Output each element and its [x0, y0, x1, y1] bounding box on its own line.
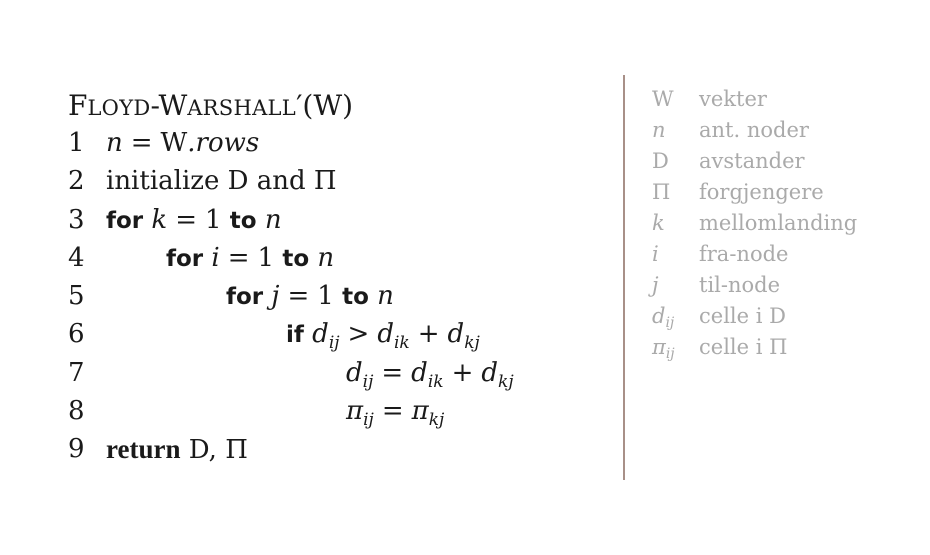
line-code: [106, 201, 282, 240]
var-d: d: [346, 357, 363, 388]
subscript-ij: ij: [362, 371, 374, 392]
line-number: 5: [68, 281, 85, 312]
legend-symbol-sub: ij: [665, 346, 675, 362]
op-eq: =: [381, 396, 404, 427]
op-eq: =: [287, 281, 310, 312]
var-n: n: [377, 281, 394, 312]
title-part: ′(W): [296, 89, 354, 122]
legend: [652, 84, 912, 363]
subscript-kj: kj: [464, 333, 480, 354]
subscript-ij: ij: [328, 333, 340, 354]
subscript-ij: ij: [363, 410, 374, 431]
line-code: initialize D and Π: [106, 166, 337, 197]
subscript-ik: ik: [427, 371, 444, 392]
legend-row-piij: [652, 332, 912, 363]
title-part: F: [68, 89, 88, 122]
legend-symbol-base: d: [652, 304, 666, 328]
var-pi: π: [346, 396, 364, 427]
legend-symbol: [652, 332, 696, 363]
legend-row-k: [652, 208, 912, 239]
op-gt: >: [347, 319, 370, 350]
keyword-to: to: [229, 207, 257, 234]
legend-description: avstander: [699, 149, 805, 173]
legend-description: ant. noder: [699, 118, 809, 142]
op-plus: +: [451, 357, 474, 388]
num-one: 1: [317, 281, 334, 312]
line-number: 7: [68, 357, 85, 388]
line-number: 3: [68, 204, 85, 235]
legend-symbol-sub: ij: [665, 315, 675, 331]
subscript-kj: kj: [428, 410, 445, 431]
title-part: ARSHALL: [187, 96, 297, 120]
legend-description: til-node: [699, 273, 781, 297]
var-n: n: [106, 128, 123, 158]
line-number: 9: [68, 434, 85, 465]
code-line-5: [68, 277, 608, 315]
line-code: [346, 354, 514, 392]
legend-row-j: [652, 270, 912, 301]
line-number: 2: [68, 166, 85, 197]
keyword-return: return: [106, 434, 181, 465]
subscript-kj: kj: [498, 371, 514, 392]
code-line-4: [68, 239, 608, 277]
keyword-to: to: [282, 245, 310, 272]
title-part: -: [150, 89, 159, 122]
var-w: W: [160, 128, 188, 158]
var-n: n: [264, 204, 282, 235]
op-plus: +: [417, 319, 440, 350]
line-number: 6: [68, 319, 85, 350]
legend-symbol: Π: [652, 180, 671, 204]
code-line-2: [68, 162, 608, 200]
var-d: d: [377, 319, 394, 350]
legend-symbol: j: [652, 273, 659, 297]
legend-symbol-base: π: [652, 335, 666, 359]
var-k: k: [151, 204, 168, 235]
op-eq: =: [227, 242, 250, 273]
legend-row-pi-upper: [652, 177, 912, 208]
var-d: d: [447, 319, 465, 350]
var-d: d: [481, 357, 499, 388]
legend-description: mellomlanding: [699, 211, 858, 235]
legend-row-n: [652, 115, 912, 146]
op-eq: =: [381, 357, 404, 388]
code-line-3: [68, 201, 608, 239]
var-i: i: [211, 242, 220, 273]
code-line-1: [68, 124, 608, 162]
legend-symbol: n: [652, 118, 666, 142]
code-line-7: [68, 354, 608, 392]
keyword-to: to: [342, 284, 369, 311]
legend-description: celle i D: [699, 304, 786, 328]
legend-symbol: W: [652, 87, 674, 111]
keyword-if: if: [286, 322, 304, 349]
num-one: 1: [204, 204, 222, 235]
line-code: [106, 430, 248, 469]
legend-description: celle i Π: [699, 335, 788, 359]
num-one: 1: [257, 242, 275, 273]
legend-description: vekter: [699, 87, 767, 111]
legend-symbol: [652, 301, 696, 332]
legend-description: fra-node: [699, 242, 789, 266]
legend-row-i: [652, 239, 912, 270]
line-code: [346, 392, 444, 430]
var-d: d: [312, 319, 329, 350]
code-line-6: [68, 315, 608, 353]
var-d: d: [411, 357, 428, 388]
vertical-divider: [623, 75, 625, 480]
line-code: [166, 239, 334, 278]
algorithm-title: [68, 88, 608, 124]
legend-symbol: D: [652, 149, 669, 173]
line-code: [106, 124, 259, 162]
legend-row-d: [652, 146, 912, 177]
attr-rows: .rows: [187, 128, 260, 158]
line-code: [226, 277, 394, 316]
keyword-for: for: [226, 284, 264, 311]
var-pi: π: [411, 396, 429, 427]
legend-symbol: k: [652, 211, 665, 235]
line-code: [286, 315, 480, 354]
op-eq: =: [130, 128, 153, 158]
pseudocode-block: [68, 88, 608, 469]
legend-row-dij: [652, 301, 912, 332]
return-values: D, Π: [188, 435, 248, 466]
op-eq: =: [175, 204, 197, 235]
subscript-ik: ik: [393, 333, 410, 354]
title-part: LOYD: [87, 96, 151, 120]
code-line-9: [68, 430, 608, 468]
code-line-8: [68, 392, 608, 430]
title-part: W: [158, 89, 188, 122]
legend-description: forgjengere: [699, 180, 824, 204]
line-number: 8: [68, 396, 85, 427]
keyword-for: for: [106, 207, 144, 234]
var-j: j: [271, 281, 280, 312]
line-number: 4: [68, 242, 85, 273]
line-number: 1: [68, 128, 85, 158]
var-n: n: [317, 242, 335, 273]
legend-symbol: i: [652, 242, 659, 266]
legend-row-w: [652, 84, 912, 115]
keyword-for: for: [166, 245, 204, 272]
